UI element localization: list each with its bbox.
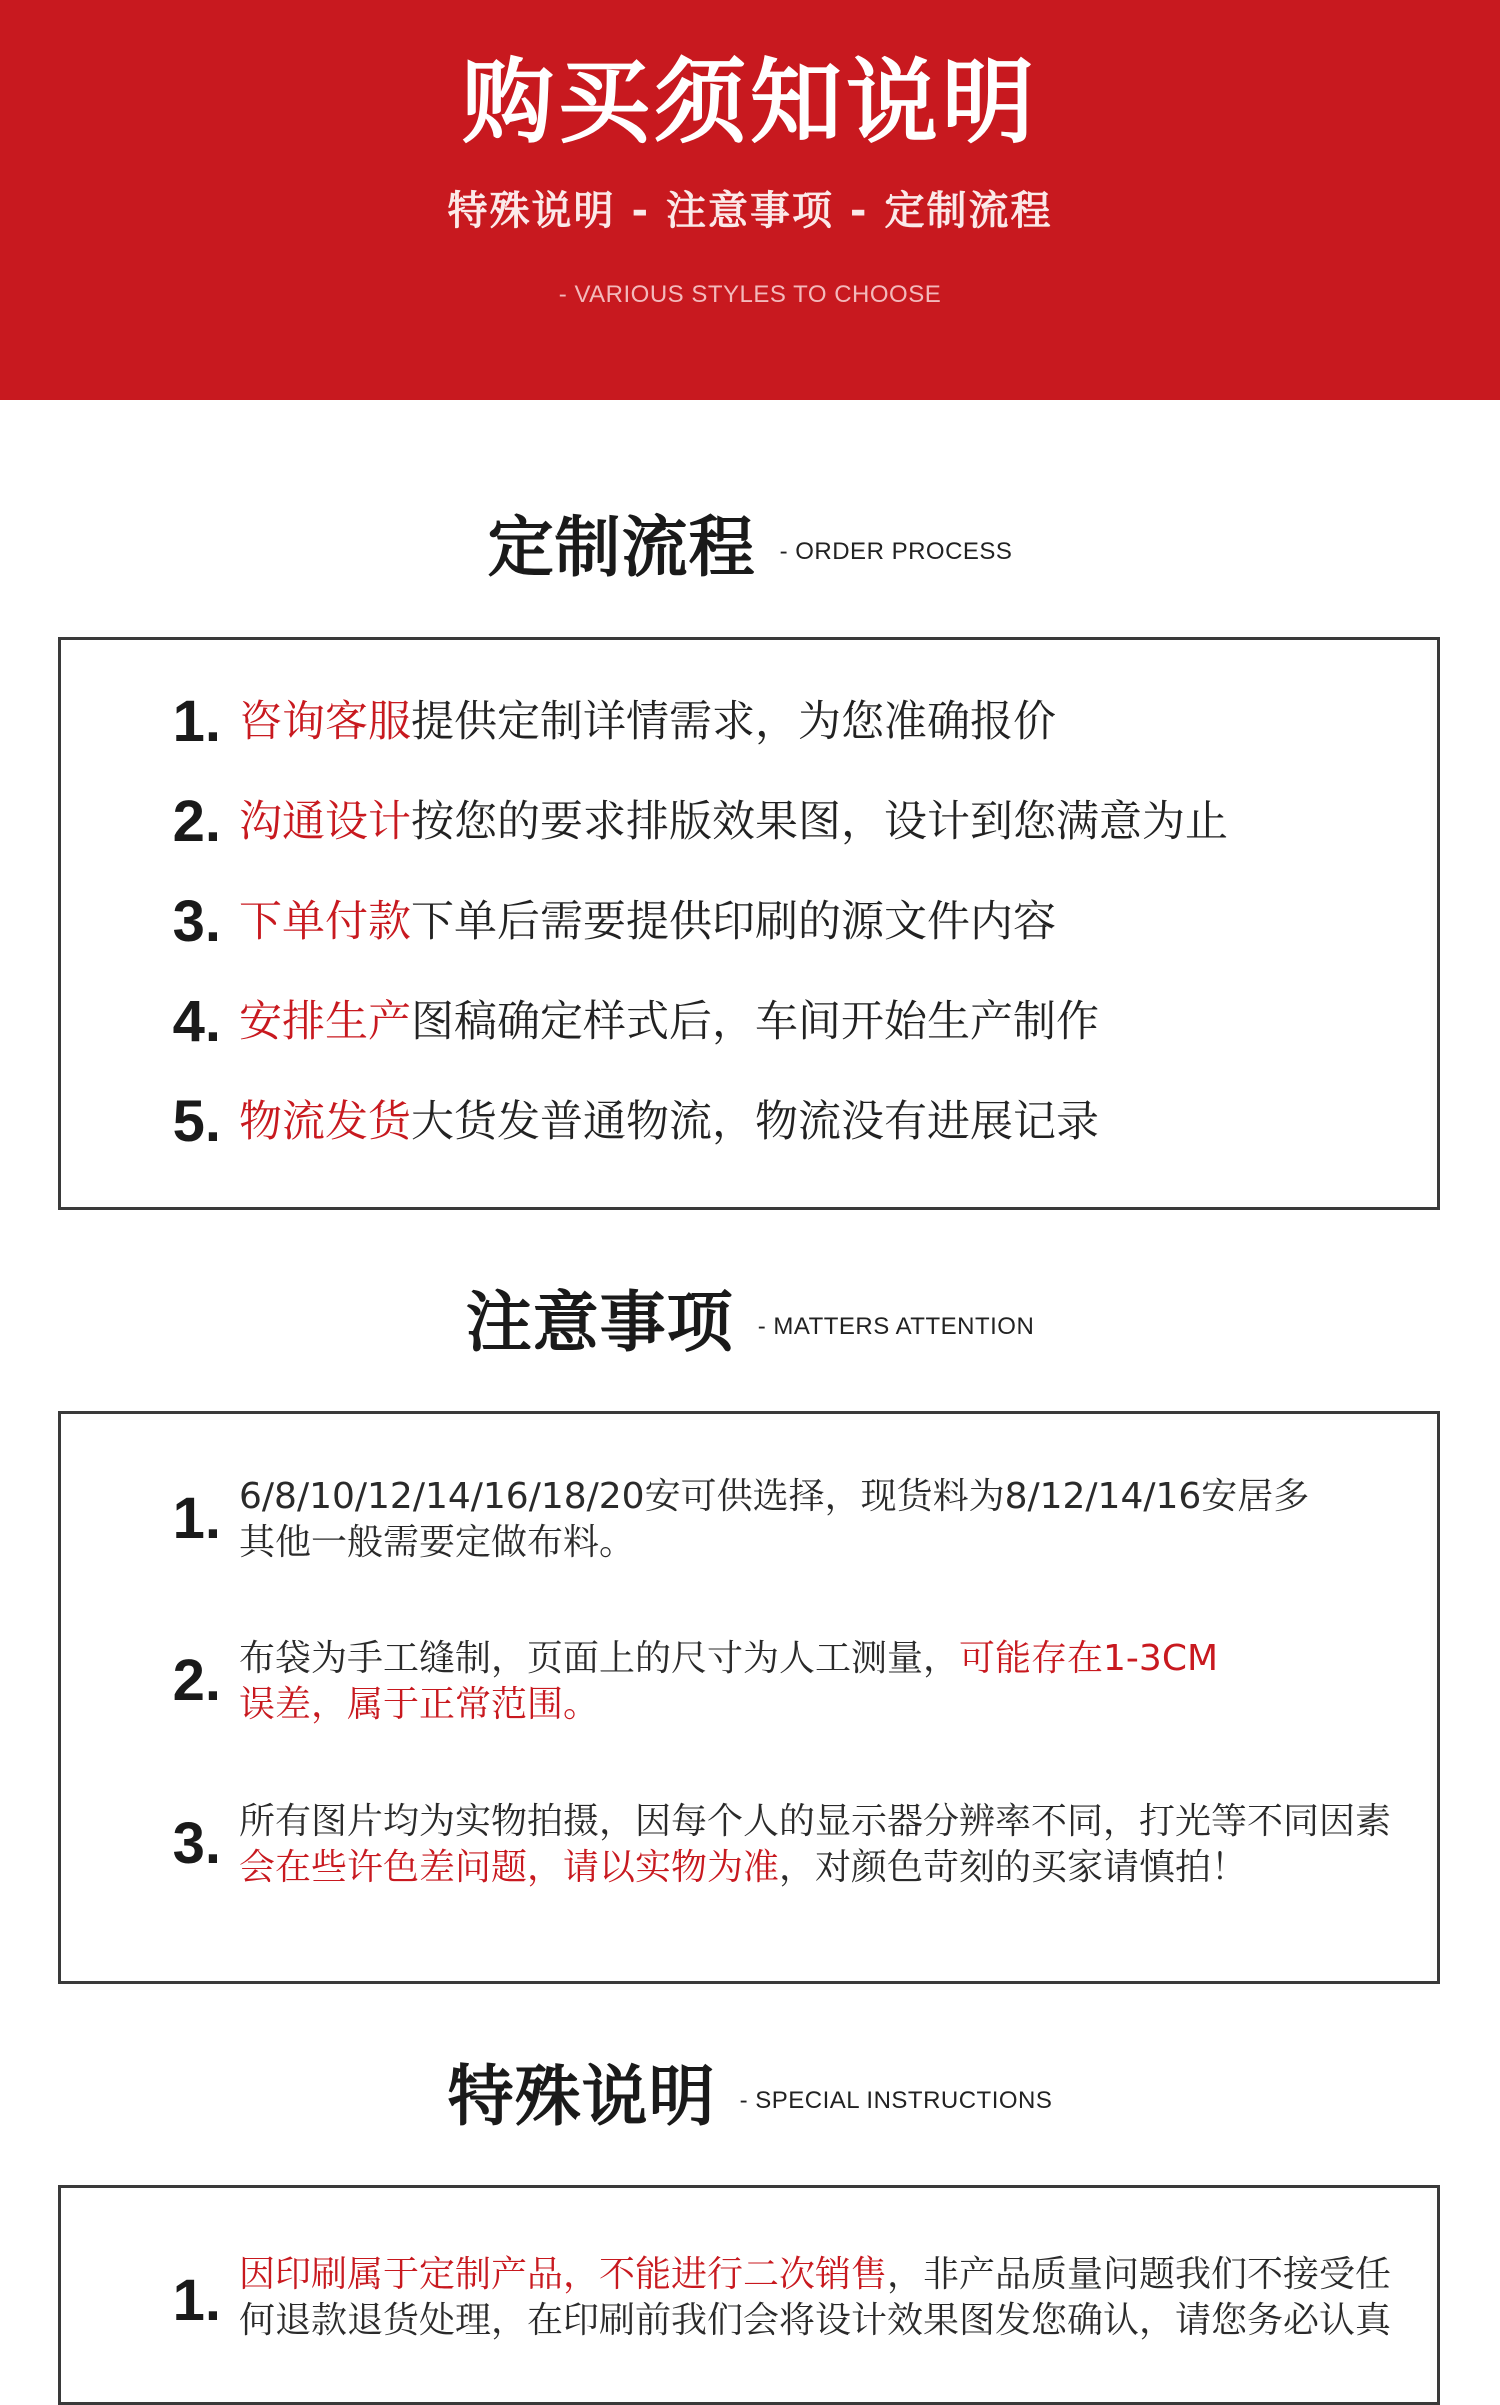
step-highlight: 沟通设计: [239, 797, 411, 847]
step-number: 1.: [172, 689, 221, 754]
section-subtitle-en: - SPECIAL INSTRUCTIONS: [739, 2087, 1053, 2114]
attention-panel: [58, 1411, 1440, 1984]
step-number: 3.: [172, 889, 221, 954]
step-text: 图稿确定样式后，车间开始生产制作: [411, 997, 1099, 1047]
section-title: 特殊说明: [447, 2058, 716, 2135]
banner-subtitle: 特殊说明 - 注意事项 - 定制流程: [447, 188, 1053, 234]
section-title: 注意事项: [465, 1284, 734, 1361]
step-text: 按您的要求排版效果图，设计到您满意为止: [411, 797, 1228, 847]
step-highlight: 下单付款: [239, 897, 411, 947]
item-text: ，对颜色苛刻的买家请慎拍！: [779, 1847, 1248, 1888]
item-text: 布袋为手工缝制，页面上的尺寸为人工测量，: [239, 1638, 960, 1679]
item-line: 何退款退货处理，在印刷前我们会将设计效果图发您确认，请您务必认真: [239, 2300, 1392, 2341]
special-heading: [0, 2052, 1500, 2142]
step-text: 下单后需要提供印刷的源文件内容: [411, 897, 1056, 947]
order-process-panel: [58, 637, 1440, 1210]
item-number: 1.: [172, 1486, 221, 1551]
item-number: 2.: [172, 1648, 221, 1713]
item-line: 其他一般需要定做布料。: [239, 1522, 636, 1563]
section-subtitle-en: - MATTERS ATTENTION: [757, 1313, 1035, 1340]
item-highlight: 会在些许色差问题，请以实物为准: [239, 1847, 780, 1888]
item-highlight: 误差，属于正常范围。: [239, 1684, 600, 1725]
banner-tagline: - VARIOUS STYLES TO CHOOSE: [558, 281, 942, 308]
step-text: 大货发普通物流，物流没有进展记录: [411, 1097, 1099, 1147]
header-banner: [0, 0, 1500, 400]
order-process-heading: [0, 503, 1500, 593]
step-highlight: 咨询客服: [239, 697, 411, 747]
item-line: 所有图片均为实物拍摄，因每个人的显示器分辨率不同，打光等不同因素: [239, 1801, 1392, 1842]
banner-title: 购买须知说明: [461, 49, 1038, 156]
step-number: 5.: [172, 1089, 221, 1154]
step-highlight: 安排生产: [239, 997, 411, 1047]
section-title: 定制流程: [487, 509, 756, 586]
section-subtitle-en: - ORDER PROCESS: [779, 538, 1013, 565]
item-number: 3.: [172, 1811, 221, 1876]
step-number: 4.: [172, 989, 221, 1054]
item-highlight: 可能存在1-3CM: [959, 1638, 1219, 1679]
attention-heading: [0, 1278, 1500, 1368]
step-number: 2.: [172, 789, 221, 854]
item-text: ，非产品质量问题我们不接受任: [887, 2254, 1392, 2295]
step-text: 提供定制详情需求，为您准确报价: [411, 697, 1056, 747]
item-number: 1.: [172, 2268, 221, 2333]
step-highlight: 物流发货: [239, 1097, 411, 1147]
item-highlight: 因印刷属于定制产品，不能进行二次销售: [239, 2254, 888, 2295]
special-panel: [58, 2185, 1440, 2405]
item-line: 6/8/10/12/14/16/18/20安可供选择，现货料为8/12/14/16安居多: [239, 1476, 1310, 1517]
